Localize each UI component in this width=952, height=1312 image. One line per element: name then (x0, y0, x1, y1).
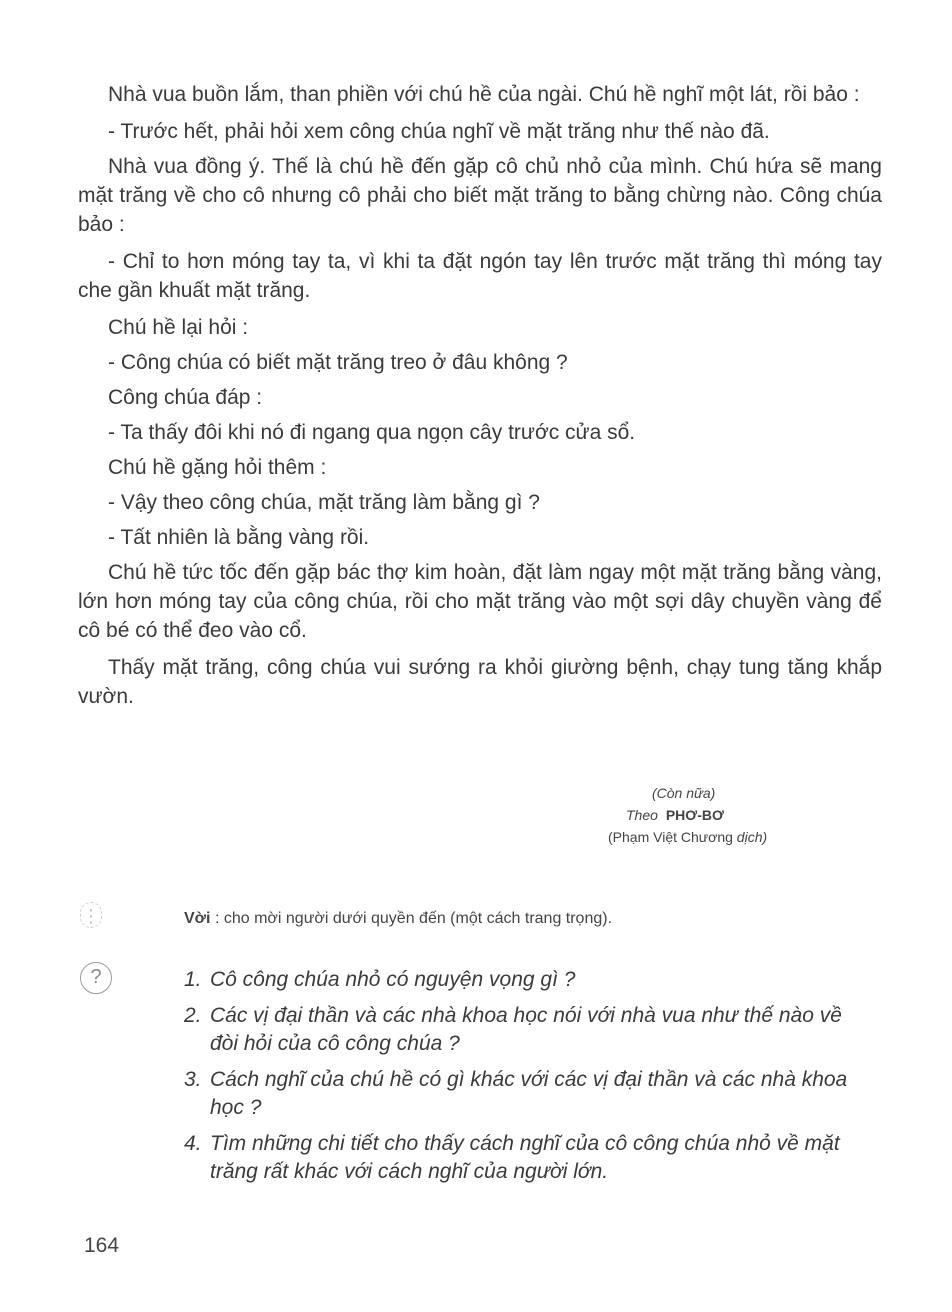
story-text (78, 80, 882, 719)
question-item (184, 1130, 874, 1186)
translator-line (560, 826, 880, 848)
theo-label: Theo (626, 807, 658, 823)
question-mark-icon: ? (80, 962, 112, 994)
story-paragraph: - Chỉ to hơn móng tay ta, vì khi ta đặt ngón tay lên trước mặt trăng thì móng tay che gần khuất mặt trăng. (78, 250, 882, 302)
story-paragraph: - Trước hết, phải hỏi xem công chúa nghĩ về mặt trăng như thế nào đã. (108, 120, 770, 143)
story-paragraph: - Ta thấy đôi khi nó đi ngang qua ngọn cây trước cửa sổ. (108, 421, 636, 444)
question-number: 1. (184, 968, 202, 991)
translator-name: (Phạm Việt Chương (608, 829, 733, 845)
question-text: Cô công chúa nhỏ có nguyện vọng gì ? (210, 968, 576, 991)
continued-note: (Còn nữa) (652, 785, 716, 801)
attribution (560, 782, 880, 848)
author-line (560, 804, 880, 826)
glossary-icon: ⋮ (80, 902, 102, 928)
story-paragraph: - Tất nhiên là bằng vàng rồi. (108, 526, 370, 549)
question-number: 3. (184, 1068, 202, 1091)
glossary-definition: : cho mời người dưới quyền đến (một cách trang trọng). (210, 910, 613, 927)
question-text: Cách nghĩ của chú hề có gì khác với các vị đại thần và các nhà khoa học ? (210, 1068, 848, 1119)
question-item (184, 966, 874, 994)
story-paragraph: Thấy mặt trăng, công chúa vui sướng ra khỏi giường bệnh, chạy tung tăng khắp vườn. (78, 656, 882, 708)
story-paragraph: - Vậy theo công chúa, mặt trăng làm bằng gì ? (108, 491, 540, 514)
story-paragraph: Chú hề tức tốc đến gặp bác thợ kim hoàn, đặt làm ngay một mặt trăng bằng vàng, lớn hơn móng tay của công chúa, rồi cho mặt trăng vào một sợi dây chuyền vàng để cô bé có thể đeo vào cổ. (78, 561, 882, 642)
question-item (184, 1002, 874, 1058)
question-item (184, 1066, 874, 1122)
translated-label: dịch) (736, 829, 768, 845)
story-paragraph: - Công chúa có biết mặt trăng treo ở đâu không ? (108, 351, 568, 374)
question-number: 2. (184, 1004, 202, 1027)
question-text: Các vị đại thần và các nhà khoa học nói với nhà vua như thế nào về đòi hỏi của cô công chúa ? (210, 1004, 842, 1055)
author-name: PHƠ-BƠ (665, 807, 724, 823)
question-number: 4. (184, 1132, 202, 1155)
story-paragraph: Công chúa đáp : (108, 386, 263, 409)
story-paragraph: Nhà vua đồng ý. Thế là chú hề đến gặp cô chủ nhỏ của mình. Chú hứa sẽ mang mặt trăng về cho cô nhưng cô phải cho biết mặt trăng to bằng chừng nào. Công chúa bảo : (78, 155, 882, 236)
glossary-term: Vời (184, 910, 211, 927)
question-text: Tìm những chi tiết cho thấy cách nghĩ của cô công chúa nhỏ về mặt trăng rất khác với cách nghĩ của người lớn. (210, 1132, 840, 1183)
page-number: 164 (84, 1234, 120, 1257)
questions-list (184, 966, 874, 1194)
story-paragraph: Chú hề lại hỏi : (108, 316, 249, 339)
story-paragraph: Nhà vua buồn lắm, than phiền với chú hề của ngài. Chú hề nghĩ một lát, rồi bảo : (108, 83, 860, 106)
story-paragraph: Chú hề gặng hỏi thêm : (108, 456, 327, 479)
glossary-entry (184, 908, 612, 930)
